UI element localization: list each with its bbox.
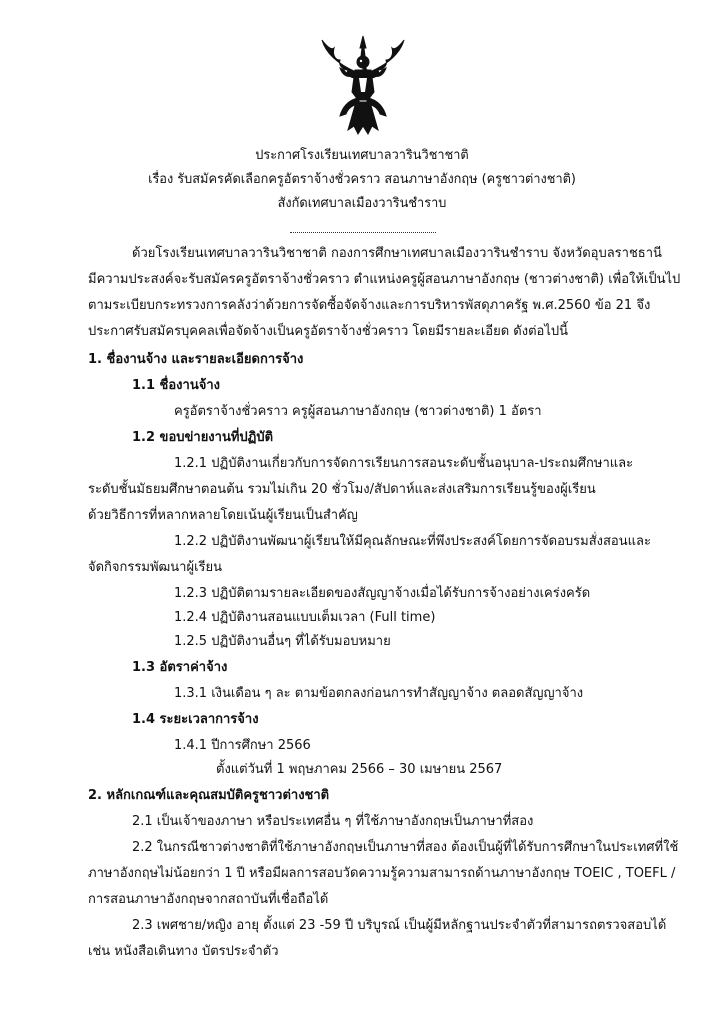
item-1-2-2-cont: จัดกิจกรรมพัฒนาผู้เรียน — [88, 560, 222, 575]
item-1-2-1-cont: ด้วยวิธีการที่หลากหลายโดยเน้นผู้เรียนเป็นสำคัญ — [88, 508, 358, 523]
item-1-2-5: 1.2.5 ปฏิบัติงานอื่นๆ ที่ได้รับมอบหมาย — [174, 634, 391, 649]
announcement-subject: เรื่อง รับสมัครคัดเลือกครูอัตราจ้างชั่วคราว สอนภาษาอังกฤษ (ครูชาวต่างชาติ) — [148, 172, 576, 187]
item-1-2-1: 1.2.1 ปฏิบัติงานเกี่ยวกับการจัดการเรียนการสอนระดับชั้นอนุบาล-ประถมศึกษาและ — [174, 456, 634, 471]
item-1-2-4: 1.2.4 ปฏิบัติงานสอนแบบเต็มเวลา (Full time) — [174, 610, 436, 625]
intro-line: ประกาศรับสมัครบุคคลเพื่อจัดจ้างเป็นครูอัตราจ้างชั่วคราว โดยมีรายละเอียด ดังต่อไปนี้ — [88, 324, 569, 339]
item-1-2-2: 1.2.2 ปฏิบัติงานพัฒนาผู้เรียนให้มีคุณลักษณะที่พึงประสงค์โดยการจัดอบรมสั่งสอนและ — [174, 534, 651, 549]
item-2-2: 2.2 ในกรณีชาวต่างชาติที่ใช้ภาษาอังกฤษเป็นภาษาที่สอง ต้องเป็นผู้ที่ได้รับการศึกษาในประเทศที่ใช้ — [132, 840, 679, 855]
item-2-1: 2.1 เป็นเจ้าของภาษา หรือประเทศอื่น ๆ ที่ใช้ภาษาอังกฤษเป็นภาษาที่สอง — [132, 814, 534, 829]
garuda-emblem-icon — [318, 34, 408, 136]
item-1-2-1-cont: ระดับชั้นมัธยมศึกษาตอนต้น รวมไม่เกิน 20 ชั่วโมง/สัปดาห์และส่งเสริมการเรียนรู้ของผู้เรียน — [88, 482, 596, 497]
section-1-3-heading: 1.3 อัตราค่าจ้าง — [132, 660, 228, 675]
item-1-4-1: 1.4.1 ปีการศึกษา 2566 — [174, 738, 311, 753]
employment-period: ตั้งแต่วันที่ 1 พฤษภาคม 2566 – 30 เมษายน 2567 — [216, 762, 503, 777]
item-1-3-1: 1.3.1 เงินเดือน ๆ ละ ตามข้อตกลงก่อนการทำสัญญาจ้าง ตลอดสัญญาจ้าง — [174, 686, 584, 701]
section-1-2-heading: 1.2 ขอบข่ายงานที่ปฏิบัติ — [132, 430, 274, 445]
item-1-2-3: 1.2.3 ปฏิบัติตามรายละเอียดของสัญญาจ้างเมื่อได้รับการจ้างอย่างเคร่งครัด — [174, 586, 591, 601]
intro-line: ด้วยโรงเรียนเทศบาลวารินวิชาชาติ กองการศึกษาเทศบาลเมืองวารินชำราบ จังหวัดอุบลราชธานี — [132, 246, 662, 261]
section-1-1-body: ครูอัตราจ้างชั่วคราว ครูผู้สอนภาษาอังกฤษ (ชาวต่างชาติ) 1 อัตรา — [174, 404, 542, 419]
dotted-divider — [290, 232, 436, 233]
item-2-3: 2.3 เพศชาย/หญิง อายุ ตั้งแต่ 23 -59 ปี บริบูรณ์ เป็นผู้มีหลักฐานประจำตัวที่สามารถตรวจสอบได้ — [132, 918, 667, 933]
section-1-heading: 1. ชื่องานจ้าง และรายละเอียดการจ้าง — [88, 352, 304, 367]
section-2-heading: 2. หลักเกณฑ์และคุณสมบัติครูชาวต่างชาติ — [88, 788, 330, 803]
section-1-1-heading: 1.1 ชื่องานจ้าง — [132, 378, 220, 393]
item-2-2-cont: การสอนภาษาอังกฤษจากสถาบันที่เชื่อถือได้ — [88, 892, 329, 907]
intro-line: มีความประสงค์จะรับสมัครครูอัตราจ้างชั่วคราว ตำแหน่งครูผู้สอนภาษาอังกฤษ (ชาวต่างชาติ) เพื่อให้เป็นไป — [88, 272, 681, 287]
section-1-4-heading: 1.4 ระยะเวลาการจ้าง — [132, 712, 259, 727]
announcement-title: ประกาศโรงเรียนเทศบาลวารินวิชาชาติ — [255, 148, 469, 163]
item-2-2-cont: ภาษาอังกฤษไม่น้อยกว่า 1 ปี หรือมีผลการสอบวัดความรู้ความสามารถด้านภาษาอังกฤษ TOEIC , TOEFL / — [88, 866, 676, 881]
item-2-3-cont: เช่น หนังสือเดินทาง บัตรประจำตัว — [88, 944, 279, 959]
announcement-affiliation: สังกัดเทศบาลเมืองวารินชำราบ — [277, 196, 447, 211]
intro-line: ตามระเบียบกระทรวงการคลังว่าด้วยการจัดซื้อจัดจ้างและการบริหารพัสดุภาครัฐ พ.ศ.2560 ข้อ 21 จึง — [88, 298, 651, 313]
